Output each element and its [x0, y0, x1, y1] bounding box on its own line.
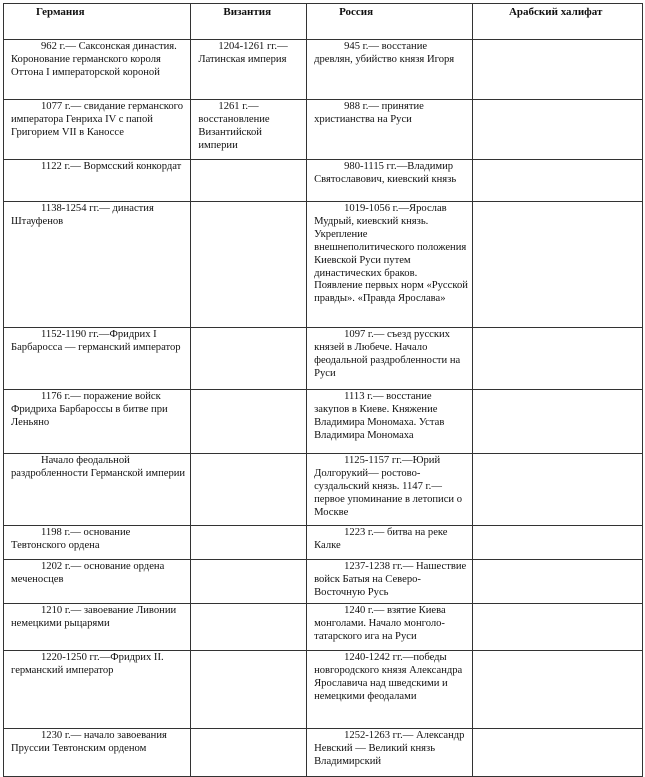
cell-byzantium: 1261 г.— восстановление Византийской империи: [191, 100, 307, 160]
cell-germany: 1077 г.— свидание германского императора Генриха IV с папой Григорием VII в Каноссе: [4, 100, 191, 160]
table-row: [4, 40, 643, 100]
cell-arab: [472, 604, 642, 651]
cell-germany: 1210 г.— завоевание Ливонии немецкими рыцарями: [4, 604, 191, 651]
cell-russia: 945 г.— восстание древлян, убийство князя Игоря: [307, 40, 473, 100]
cell-russia: 988 г.— принятие христианства на Руси: [307, 100, 473, 160]
cell-germany: Начало феодальной раздробленности Германской империи: [4, 454, 191, 526]
cell-byzantium: [191, 526, 307, 560]
cell-arab: [472, 160, 642, 202]
cell-byzantium: [191, 390, 307, 454]
cell-byzantium: [191, 328, 307, 390]
table-row: [4, 560, 643, 604]
cell-russia: 1097 г.— съезд русских князей в Любече. Начало феодальной раздробленности на Руси: [307, 328, 473, 390]
cell-arab: [472, 390, 642, 454]
table-row: [4, 454, 643, 526]
header-row: [4, 4, 643, 40]
cell-russia: 1240 г.— взятие Киева монголами. Начало монголо-татарского ига на Руси: [307, 604, 473, 651]
table-row: [4, 100, 643, 160]
cell-germany: 1220-1250 гг.—Фридрих II. германский император: [4, 651, 191, 729]
cell-russia: 1223 г.— битва на реке Калке: [307, 526, 473, 560]
cell-arab: [472, 526, 642, 560]
cell-germany: 1230 г.— начало завоевания Пруссии Тевтонским орденом: [4, 729, 191, 777]
header-byzantium: Византия: [191, 4, 307, 40]
cell-germany: 1198 г.— основание Тевтонского ордена: [4, 526, 191, 560]
cell-russia: 1252-1263 гг.— Александр Невский — Великий князь Владимирский: [307, 729, 473, 777]
table-row: [4, 604, 643, 651]
header-germany: Германия: [4, 4, 191, 40]
table-row: [4, 160, 643, 202]
table-row: [4, 526, 643, 560]
cell-arab: [472, 202, 642, 328]
cell-arab: [472, 560, 642, 604]
cell-germany: 1152-1190 гг.—Фридрих I Барбаросса — германский император: [4, 328, 191, 390]
cell-germany: 1202 г.— основание ордена меченосцев: [4, 560, 191, 604]
cell-byzantium: [191, 651, 307, 729]
cell-russia: 1237-1238 гг.— Нашествие войск Батыя на Северо-Восточную Русь: [307, 560, 473, 604]
cell-russia: 1113 г.— восстание закупов в Киеве. Княжение Владимира Мономаха. Устав Владимира Мономаха: [307, 390, 473, 454]
cell-byzantium: [191, 560, 307, 604]
cell-byzantium: [191, 604, 307, 651]
cell-germany: 1138-1254 гг.— династия Штауфенов: [4, 202, 191, 328]
table-row: [4, 729, 643, 777]
cell-byzantium: [191, 160, 307, 202]
cell-arab: [472, 729, 642, 777]
cell-byzantium: [191, 454, 307, 526]
cell-russia: 1125-1157 гг.—Юрий Долгорукий— ростово-суздальский князь. 1147 г.— первое упоминание в летописи о Москве: [307, 454, 473, 526]
header-russia: Россия: [307, 4, 473, 40]
cell-germany: 1122 г.— Вормсский конкордат: [4, 160, 191, 202]
cell-arab: [472, 651, 642, 729]
cell-byzantium: [191, 729, 307, 777]
cell-byzantium: 1204-1261 гг.—Латинская империя: [191, 40, 307, 100]
table-row: [4, 390, 643, 454]
table-row: [4, 202, 643, 328]
table-row: [4, 328, 643, 390]
cell-arab: [472, 100, 642, 160]
history-timeline-table: [3, 3, 643, 777]
cell-byzantium: [191, 202, 307, 328]
cell-arab: [472, 454, 642, 526]
header-arab-caliphate: Арабский халифат: [472, 4, 642, 40]
cell-germany: 1176 г.— поражение войск Фридриха Барбароссы в битве при Леньяно: [4, 390, 191, 454]
table-row: [4, 651, 643, 729]
cell-arab: [472, 328, 642, 390]
cell-russia: 1019-1056 г.—Ярослав Мудрый, киевский князь. Укрепление внешнеполитического положения Киевской Руси путем династических браков. Появление первых норм «Русской правды». «Правда Ярослава»: [307, 202, 473, 328]
cell-germany: 962 г.— Саксонская династия. Коронование германского короля Оттона I императорской короной: [4, 40, 191, 100]
cell-russia: 980-1115 гг.—Владимир Святославович, киевский князь: [307, 160, 473, 202]
cell-russia: 1240-1242 гг.—победы новгородского князя Александра Ярославича над шведскими и немецкими феодалами: [307, 651, 473, 729]
cell-arab: [472, 40, 642, 100]
